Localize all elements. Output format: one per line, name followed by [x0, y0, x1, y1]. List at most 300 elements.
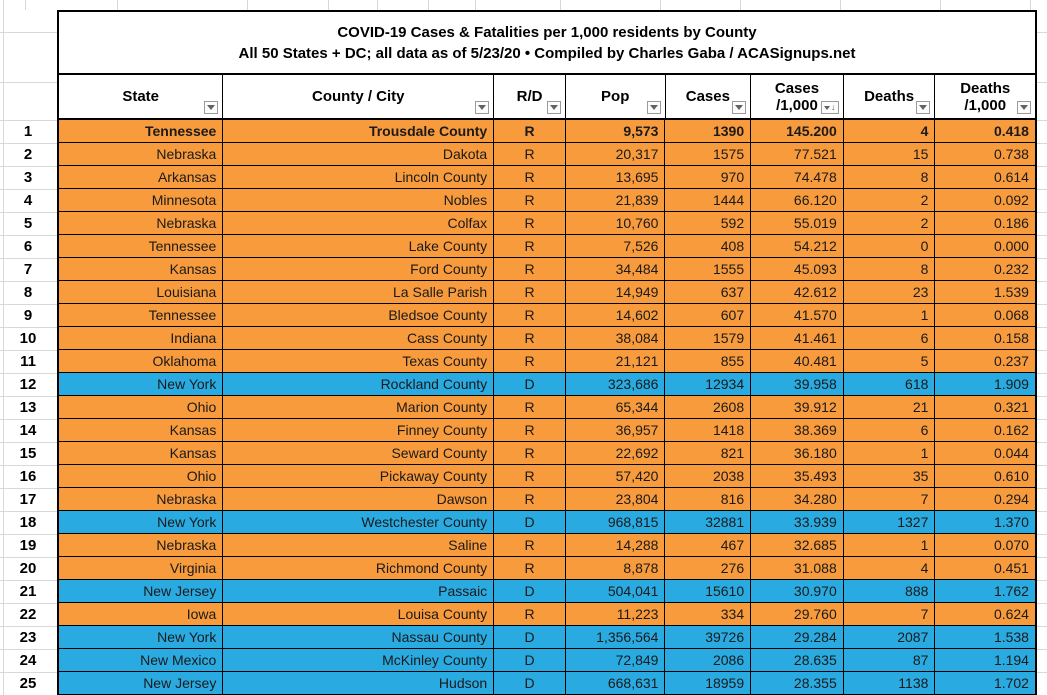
column-header-label: R/D [516, 88, 543, 105]
cell-state[interactable]: New Jersey [59, 672, 223, 695]
table-row [59, 396, 1035, 419]
cell-county[interactable]: Lake County [223, 235, 494, 258]
cell-party[interactable]: D [494, 373, 566, 396]
cell-county[interactable]: Cass County [223, 327, 494, 350]
sheet-gridline [1037, 212, 1047, 213]
cell-cases-per-1000[interactable]: 45.093 [751, 258, 844, 281]
cell-party[interactable]: R [494, 143, 566, 166]
cell-deaths-per-1000[interactable]: 0.418 [935, 120, 1035, 143]
row-number[interactable]: 5 [23, 215, 33, 232]
cell-deaths-per-1000[interactable]: 0.232 [935, 258, 1035, 281]
cell-deaths-per-1000[interactable]: 1.370 [935, 511, 1035, 534]
column-header-label: Cases [774, 79, 820, 97]
cell-cases[interactable]: 408 [665, 235, 751, 258]
cell-deaths-per-1000[interactable]: 1.762 [935, 580, 1035, 603]
cell-pop[interactable]: 14,602 [566, 304, 666, 327]
filter-dropdown-icon[interactable] [647, 101, 661, 114]
cell-cases-per-1000[interactable]: 35.493 [751, 465, 844, 488]
row-number[interactable]: 17 [19, 491, 37, 508]
cell-pop[interactable]: 1,356,564 [566, 626, 666, 649]
cell-state[interactable]: Tennessee [59, 235, 223, 258]
cell-cases-per-1000[interactable]: 32.685 [751, 534, 844, 557]
cell-party[interactable]: R [494, 396, 566, 419]
cell-cases-per-1000[interactable]: 39.912 [751, 396, 844, 419]
cell-cases[interactable]: 592 [665, 212, 751, 235]
sheet-gridline [1037, 488, 1047, 489]
cell-pop[interactable]: 13,695 [566, 166, 666, 189]
sheet-gridline [1037, 235, 1047, 236]
column-header-county-city[interactable] [223, 75, 494, 118]
cell-cases-per-1000[interactable]: 36.180 [751, 442, 844, 465]
filter-dropdown-icon[interactable] [204, 101, 218, 114]
cell-cases[interactable]: 2608 [665, 396, 751, 419]
cell-cases[interactable]: 15610 [665, 580, 751, 603]
cell-state[interactable]: Virginia [59, 557, 223, 580]
table-row [59, 511, 1035, 534]
cell-cases-per-1000[interactable]: 41.570 [751, 304, 844, 327]
cell-state[interactable]: Nebraska [59, 212, 223, 235]
column-header-pop[interactable] [566, 75, 666, 118]
cell-deaths[interactable]: 35 [844, 465, 936, 488]
sheet-gridline [560, 0, 561, 10]
cell-state[interactable]: Ohio [59, 465, 223, 488]
cell-cases-per-1000[interactable]: 33.939 [751, 511, 844, 534]
filter-dropdown-icon[interactable] [732, 101, 746, 114]
row-number[interactable]: 19 [19, 537, 37, 554]
cell-pop[interactable]: 10,760 [566, 212, 666, 235]
cell-cases-per-1000[interactable]: 40.481 [751, 350, 844, 373]
cell-county[interactable]: Westchester County [223, 511, 494, 534]
cell-deaths[interactable]: 5 [844, 350, 936, 373]
sheet-gridline [1037, 465, 1047, 466]
sheet-gridline [1037, 82, 1047, 83]
cell-party[interactable]: R [494, 488, 566, 511]
cell-pop[interactable]: 65,344 [566, 396, 666, 419]
cell-deaths[interactable]: 23 [844, 281, 936, 304]
cell-deaths-per-1000[interactable]: 1.909 [935, 373, 1035, 396]
sheet-gridline [1037, 373, 1047, 374]
cell-pop[interactable]: 72,849 [566, 649, 666, 672]
cell-pop[interactable]: 968,815 [566, 511, 666, 534]
cell-deaths-per-1000[interactable]: 0.624 [935, 603, 1035, 626]
row-number[interactable]: 14 [19, 422, 37, 439]
cell-party[interactable]: R [494, 557, 566, 580]
sheet-gridline [117, 0, 118, 10]
cell-party[interactable]: R [494, 350, 566, 373]
column-header-label: Pop [601, 88, 630, 105]
cell-deaths[interactable]: 1 [844, 442, 936, 465]
cell-county[interactable]: Texas County [223, 350, 494, 373]
cell-deaths-per-1000[interactable]: 0.186 [935, 212, 1035, 235]
cell-party[interactable]: D [494, 511, 566, 534]
cell-state[interactable]: New Jersey [59, 580, 223, 603]
cell-party[interactable]: R [494, 603, 566, 626]
sheet-gridline [377, 0, 378, 10]
cell-deaths-per-1000[interactable]: 0.000 [935, 235, 1035, 258]
cell-cases[interactable]: 1418 [665, 419, 751, 442]
sheet-gridline [1037, 143, 1047, 144]
cell-deaths[interactable]: 2 [844, 189, 936, 212]
cell-state[interactable]: Iowa [59, 603, 223, 626]
table-row [59, 534, 1035, 557]
cell-county[interactable]: Nassau County [223, 626, 494, 649]
cell-pop[interactable]: 23,804 [566, 488, 666, 511]
cell-deaths[interactable]: 1 [844, 534, 936, 557]
cell-cases[interactable]: 32881 [665, 511, 751, 534]
cell-deaths[interactable]: 7 [844, 488, 936, 511]
cell-cases-per-1000[interactable]: 28.355 [751, 672, 844, 695]
column-header-state[interactable] [59, 75, 223, 118]
cell-cases-per-1000[interactable]: 38.369 [751, 419, 844, 442]
cell-party[interactable]: R [494, 304, 566, 327]
cell-county[interactable]: Hudson [223, 672, 494, 695]
cell-party[interactable]: D [494, 626, 566, 649]
cell-deaths[interactable]: 8 [844, 166, 936, 189]
cell-deaths-per-1000[interactable]: 0.070 [935, 534, 1035, 557]
column-header-label: Deaths [960, 79, 1011, 97]
cell-cases-per-1000[interactable]: 42.612 [751, 281, 844, 304]
cell-party[interactable]: D [494, 649, 566, 672]
sheet-gridline [0, 32, 57, 33]
sheet-gridline [25, 0, 26, 10]
cell-county[interactable]: Ford County [223, 258, 494, 281]
column-header-label: /1,000 [776, 96, 818, 114]
cell-cases-per-1000[interactable]: 28.635 [751, 649, 844, 672]
cell-cases[interactable]: 970 [665, 166, 751, 189]
sheet-gridline [1037, 419, 1047, 420]
cell-pop[interactable]: 11,223 [566, 603, 666, 626]
cell-state[interactable]: Kansas [59, 419, 223, 442]
table-row [59, 373, 1035, 396]
table-row [59, 304, 1035, 327]
table-row [59, 327, 1035, 350]
cell-cases-per-1000[interactable]: 29.760 [751, 603, 844, 626]
row-number[interactable]: 22 [19, 606, 37, 623]
sheet-gridline [1030, 0, 1031, 10]
cell-pop[interactable]: 323,686 [566, 373, 666, 396]
cell-deaths[interactable]: 8 [844, 258, 936, 281]
sheet-gridline [475, 0, 476, 10]
cell-deaths-per-1000[interactable]: 0.068 [935, 304, 1035, 327]
cell-pop[interactable]: 38,084 [566, 327, 666, 350]
cell-deaths[interactable]: 15 [844, 143, 936, 166]
cell-pop[interactable]: 7,526 [566, 235, 666, 258]
cell-party[interactable]: R [494, 281, 566, 304]
sheet-gridline [1037, 304, 1047, 305]
cell-state[interactable]: Arkansas [59, 166, 223, 189]
cell-party[interactable]: D [494, 672, 566, 695]
cell-cases-per-1000[interactable]: 54.212 [751, 235, 844, 258]
cell-cases[interactable]: 1579 [665, 327, 751, 350]
table-row [59, 465, 1035, 488]
cell-cases[interactable]: 334 [665, 603, 751, 626]
cell-party[interactable]: R [494, 212, 566, 235]
cell-state[interactable]: Minnesota [59, 189, 223, 212]
cell-deaths-per-1000[interactable]: 0.158 [935, 327, 1035, 350]
cell-county[interactable]: Marion County [223, 396, 494, 419]
row-number[interactable]: 6 [23, 238, 33, 255]
cell-party[interactable]: R [494, 534, 566, 557]
row-number[interactable]: 20 [19, 560, 37, 577]
cell-cases-per-1000[interactable]: 30.970 [751, 580, 844, 603]
cell-pop[interactable]: 22,692 [566, 442, 666, 465]
cell-state[interactable]: Oklahoma [59, 350, 223, 373]
cell-county[interactable]: Trousdale County [223, 120, 494, 143]
cell-cases[interactable]: 855 [665, 350, 751, 373]
cell-party[interactable]: R [494, 465, 566, 488]
cell-state[interactable]: Tennessee [59, 120, 223, 143]
cell-deaths-per-1000[interactable]: 0.162 [935, 419, 1035, 442]
cell-deaths-per-1000[interactable]: 0.044 [935, 442, 1035, 465]
cell-state[interactable]: New York [59, 373, 223, 396]
cell-county[interactable]: Dakota [223, 143, 494, 166]
cell-cases-per-1000[interactable]: 34.280 [751, 488, 844, 511]
column-header-label: County / City [312, 88, 405, 105]
cell-state[interactable]: Nebraska [59, 534, 223, 557]
cell-party[interactable]: R [494, 442, 566, 465]
cell-state[interactable]: Kansas [59, 442, 223, 465]
sheet-gridline [1037, 166, 1047, 167]
cell-deaths-per-1000[interactable]: 0.092 [935, 189, 1035, 212]
cell-deaths-per-1000[interactable]: 1.702 [935, 672, 1035, 695]
filter-dropdown-icon[interactable] [1017, 101, 1031, 114]
cell-cases[interactable]: 39726 [665, 626, 751, 649]
sheet-gridline [1037, 327, 1047, 328]
sheet-gridline [328, 0, 329, 10]
cell-cases-per-1000[interactable]: 29.284 [751, 626, 844, 649]
cell-party[interactable]: R [494, 419, 566, 442]
sheet-gridline [1037, 32, 1047, 33]
cell-cases[interactable]: 2038 [665, 465, 751, 488]
row-number[interactable]: 15 [19, 445, 37, 462]
cell-state[interactable]: Kansas [59, 258, 223, 281]
cell-deaths[interactable]: 2087 [844, 626, 936, 649]
column-header-label: Deaths [864, 88, 915, 105]
cell-party[interactable]: D [494, 580, 566, 603]
column-header-deaths-per-1000[interactable] [935, 75, 1035, 118]
cell-party[interactable]: R [494, 166, 566, 189]
sheet-gridline [1037, 603, 1047, 604]
cell-county[interactable]: Richmond County [223, 557, 494, 580]
cell-state[interactable]: Indiana [59, 327, 223, 350]
cell-county[interactable]: Saline [223, 534, 494, 557]
cell-county[interactable]: Bledsoe County [223, 304, 494, 327]
table-row [59, 488, 1035, 511]
sort-descending-icon[interactable]: ↓ [821, 101, 839, 114]
cell-deaths[interactable]: 6 [844, 327, 936, 350]
sheet-gridline [1037, 350, 1047, 351]
row-number[interactable]: 3 [23, 169, 33, 186]
cell-cases[interactable]: 637 [665, 281, 751, 304]
cell-deaths-per-1000[interactable]: 0.614 [935, 166, 1035, 189]
row-number[interactable]: 25 [19, 675, 37, 692]
cell-pop[interactable]: 21,839 [566, 189, 666, 212]
cell-cases[interactable]: 821 [665, 442, 751, 465]
table-row [59, 580, 1035, 603]
cell-county[interactable]: Colfax [223, 212, 494, 235]
cell-cases-per-1000[interactable]: 77.521 [751, 143, 844, 166]
cell-deaths[interactable]: 618 [844, 373, 936, 396]
cell-cases[interactable]: 1575 [665, 143, 751, 166]
cell-county[interactable]: Louisa County [223, 603, 494, 626]
cell-pop[interactable]: 9,573 [566, 120, 666, 143]
cell-party[interactable]: R [494, 235, 566, 258]
cell-cases[interactable]: 18959 [665, 672, 751, 695]
cell-cases-per-1000[interactable]: 39.958 [751, 373, 844, 396]
row-number[interactable]: 24 [19, 652, 37, 669]
cell-pop[interactable]: 14,949 [566, 281, 666, 304]
cell-pop[interactable]: 20,317 [566, 143, 666, 166]
cell-state[interactable]: Nebraska [59, 488, 223, 511]
table-row [59, 166, 1035, 189]
row-number[interactable]: 7 [23, 261, 33, 278]
table-row [59, 419, 1035, 442]
cell-cases[interactable]: 276 [665, 557, 751, 580]
filter-dropdown-icon[interactable] [547, 101, 561, 114]
row-number[interactable]: 4 [23, 192, 33, 209]
sheet-gridline [1037, 189, 1047, 190]
cell-county[interactable]: La Salle Parish [223, 281, 494, 304]
cell-deaths[interactable]: 6 [844, 419, 936, 442]
row-number[interactable]: 10 [19, 330, 37, 347]
cell-state[interactable]: Tennessee [59, 304, 223, 327]
cell-state[interactable]: New Mexico [59, 649, 223, 672]
cell-cases[interactable]: 816 [665, 488, 751, 511]
cell-cases-per-1000[interactable]: 66.120 [751, 189, 844, 212]
cell-deaths[interactable]: 4 [844, 120, 936, 143]
column-header-cases-per-1000[interactable] [751, 75, 844, 118]
row-number[interactable]: 23 [19, 629, 37, 646]
cell-pop[interactable]: 21,121 [566, 350, 666, 373]
cell-deaths[interactable]: 0 [844, 235, 936, 258]
cell-cases-per-1000[interactable]: 145.200 [751, 120, 844, 143]
cell-party[interactable]: R [494, 120, 566, 143]
table-row [59, 626, 1035, 649]
cell-deaths[interactable]: 87 [844, 649, 936, 672]
cell-deaths-per-1000[interactable]: 0.294 [935, 488, 1035, 511]
column-header-deaths[interactable] [844, 75, 936, 118]
cell-state[interactable]: New York [59, 626, 223, 649]
cell-cases[interactable]: 467 [665, 534, 751, 557]
cell-state[interactable]: New York [59, 511, 223, 534]
cell-cases[interactable]: 607 [665, 304, 751, 327]
cell-pop[interactable]: 504,041 [566, 580, 666, 603]
cell-pop[interactable]: 36,957 [566, 419, 666, 442]
filter-dropdown-icon[interactable] [475, 101, 489, 114]
cell-party[interactable]: R [494, 258, 566, 281]
cell-party[interactable]: R [494, 189, 566, 212]
column-header-cases[interactable] [666, 75, 752, 118]
sheet-gridline [0, 82, 57, 83]
cell-county[interactable]: Nobles [223, 189, 494, 212]
cell-deaths[interactable]: 1138 [844, 672, 936, 695]
cell-cases-per-1000[interactable]: 55.019 [751, 212, 844, 235]
cell-cases-per-1000[interactable]: 74.478 [751, 166, 844, 189]
cell-cases-per-1000[interactable]: 31.088 [751, 557, 844, 580]
cell-county[interactable]: Seward County [223, 442, 494, 465]
table-header-row [59, 75, 1035, 120]
row-number[interactable]: 21 [19, 583, 37, 600]
cell-deaths[interactable]: 7 [844, 603, 936, 626]
sheet-gridline [1037, 120, 1047, 121]
sheet-gridline [1037, 626, 1047, 627]
row-number[interactable]: 18 [19, 514, 37, 531]
cell-deaths-per-1000[interactable]: 0.451 [935, 557, 1035, 580]
column-header-label: State [122, 88, 159, 105]
cell-deaths[interactable]: 1327 [844, 511, 936, 534]
cell-pop[interactable]: 8,878 [566, 557, 666, 580]
row-number[interactable]: 9 [23, 307, 33, 324]
table-row [59, 603, 1035, 626]
cell-deaths-per-1000[interactable]: 0.321 [935, 396, 1035, 419]
cell-deaths[interactable]: 2 [844, 212, 936, 235]
cell-pop[interactable]: 34,484 [566, 258, 666, 281]
table-row [59, 212, 1035, 235]
cell-cases[interactable]: 2086 [665, 649, 751, 672]
cell-pop[interactable]: 668,631 [566, 672, 666, 695]
cell-deaths-per-1000[interactable]: 1.538 [935, 626, 1035, 649]
cell-deaths-per-1000[interactable]: 0.237 [935, 350, 1035, 373]
cell-state[interactable]: Ohio [59, 396, 223, 419]
cell-deaths-per-1000[interactable]: 1.539 [935, 281, 1035, 304]
table-row [59, 258, 1035, 281]
cell-cases[interactable]: 1390 [665, 120, 751, 143]
table-row [59, 557, 1035, 580]
row-number[interactable]: 1 [23, 123, 33, 140]
cell-county[interactable]: Finney County [223, 419, 494, 442]
cell-county[interactable]: Rockland County [223, 373, 494, 396]
cell-county[interactable]: McKinley County [223, 649, 494, 672]
cell-cases[interactable]: 12934 [665, 373, 751, 396]
table-row [59, 235, 1035, 258]
cell-cases-per-1000[interactable]: 41.461 [751, 327, 844, 350]
cell-deaths[interactable]: 888 [844, 580, 936, 603]
cell-state[interactable]: Louisiana [59, 281, 223, 304]
row-number[interactable]: 2 [23, 146, 33, 163]
cell-deaths[interactable]: 21 [844, 396, 936, 419]
table-row [59, 672, 1035, 695]
row-number[interactable]: 11 [20, 353, 36, 370]
filter-dropdown-icon[interactable] [916, 101, 930, 114]
sheet-gridline [1037, 258, 1047, 259]
sheet-gridline [1037, 580, 1047, 581]
table-row [59, 442, 1035, 465]
row-number[interactable]: 12 [19, 376, 37, 393]
row-number[interactable]: 8 [23, 284, 33, 301]
sheet-gridline [1037, 557, 1047, 558]
row-number[interactable]: 13 [19, 399, 37, 416]
cell-cases[interactable]: 1555 [665, 258, 751, 281]
table-row [59, 120, 1035, 143]
table-body [59, 120, 1035, 695]
cell-county[interactable]: Lincoln County [223, 166, 494, 189]
row-number[interactable]: 16 [19, 468, 37, 485]
cell-deaths-per-1000[interactable]: 0.738 [935, 143, 1035, 166]
cell-deaths-per-1000[interactable]: 0.610 [935, 465, 1035, 488]
cell-deaths[interactable]: 1 [844, 304, 936, 327]
column-header-rd[interactable] [494, 75, 566, 118]
cell-county[interactable]: Passaic [223, 580, 494, 603]
cell-county[interactable]: Pickaway County [223, 465, 494, 488]
cell-deaths[interactable]: 4 [844, 557, 936, 580]
cell-pop[interactable]: 14,288 [566, 534, 666, 557]
cell-cases[interactable]: 1444 [665, 189, 751, 212]
cell-deaths-per-1000[interactable]: 1.194 [935, 649, 1035, 672]
cell-party[interactable]: R [494, 327, 566, 350]
cell-county[interactable]: Dawson [223, 488, 494, 511]
cell-pop[interactable]: 57,420 [566, 465, 666, 488]
cell-state[interactable]: Nebraska [59, 143, 223, 166]
